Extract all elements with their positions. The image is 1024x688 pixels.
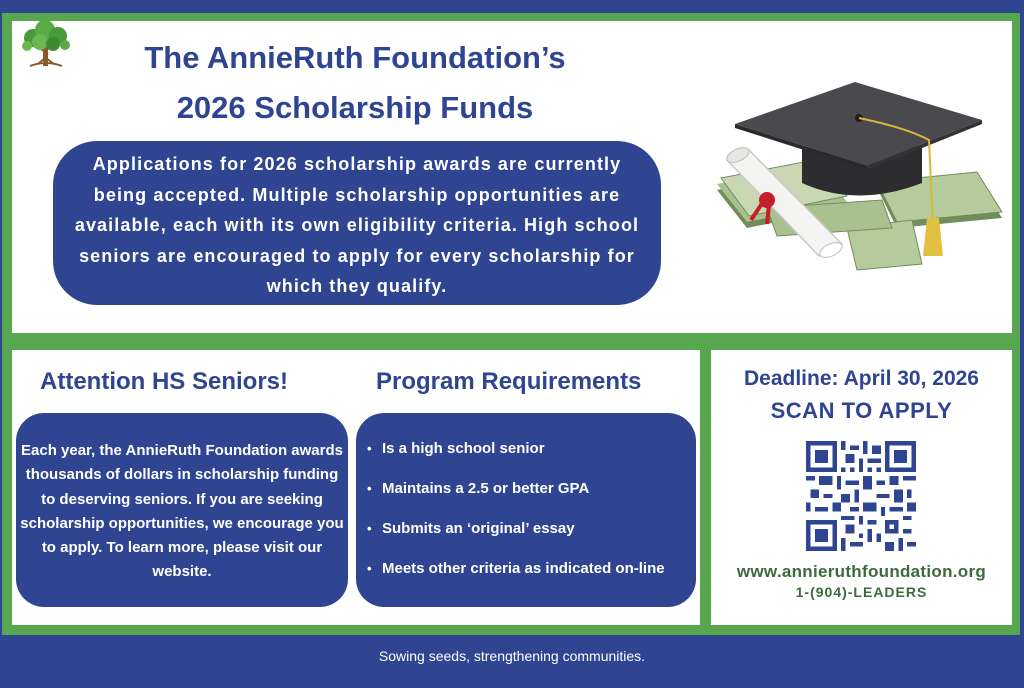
attention-card: Each year, the AnnieRuth Foundation awards thousands of dollars in scholarship funding to deserving seniors. If you are seeking scholarship opportunities, we encourage you to apply. To learn more, please visit our website. [16,413,348,607]
requirement-text: Submits an ‘original’ essay [382,520,575,537]
page-title-line-2: 2026 Scholarship Funds [176,90,534,125]
bullet-icon: • [367,561,372,576]
list-item [364,437,696,477]
attention-heading: Attention HS Seniors! [40,368,289,395]
intro-card: Applications for 2026 scholarship awards are currently being accepted. Multiple scholarship opportunities are available, each with its own eligibility criteria. High school seniors are encouraged to apply for every scholarship for which they qualify. [53,141,661,305]
tree-icon [18,18,74,70]
requirement-text: Is a high school senior [382,440,545,457]
bullet-icon: • [367,521,372,536]
deadline-text: Deadline: April 30, 2026 [744,367,979,390]
requirements-card [356,413,696,607]
list-item [364,557,696,597]
bullet-icon: • [367,481,372,496]
page-title-line-1: The AnnieRuth Foundation’s [144,40,566,75]
graduation-cap-illustration [707,78,1012,278]
scan-to-apply-label: SCAN TO APPLY [770,398,953,423]
bullet-icon: • [367,441,372,456]
qr-code-icon[interactable] [806,441,916,551]
footer-tagline: Sowing seeds, strengthening communities. [378,648,646,664]
requirements-heading: Program Requirements [376,368,642,395]
requirement-text: Maintains a 2.5 or better GPA [382,480,590,497]
phone-number: 1-(904)-LEADERS [795,584,928,600]
requirement-text: Meets other criteria as indicated on-line [382,560,665,577]
website-link[interactable]: www.annieruthfoundation.org [736,562,987,581]
list-item [364,477,696,517]
list-item [364,517,696,557]
